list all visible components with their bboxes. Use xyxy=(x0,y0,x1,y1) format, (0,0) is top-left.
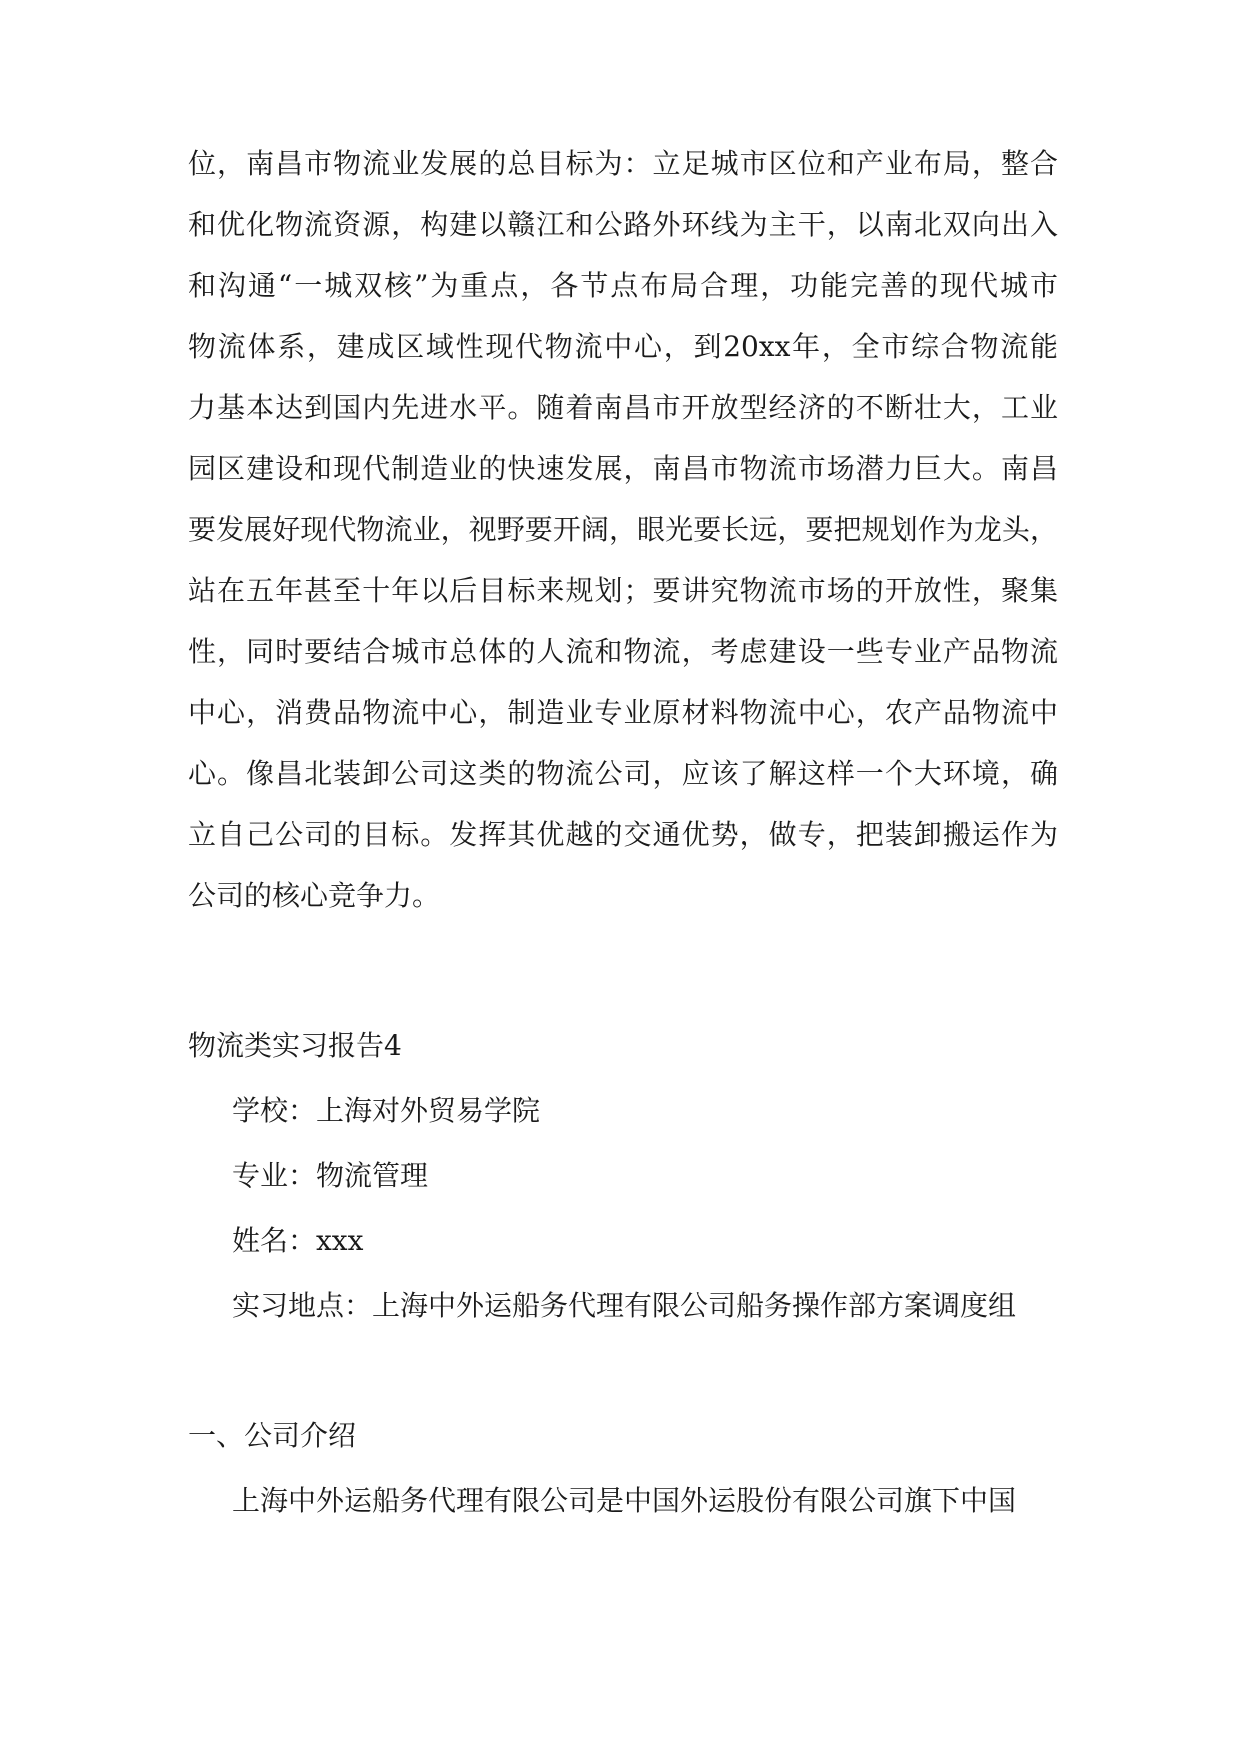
paragraph-line: 公司的核心竞争力。 xyxy=(188,879,441,912)
section-paragraph-line: 上海中外运船务代理有限公司是中国外运股份有限公司旗下中国 xyxy=(232,1484,1017,1517)
paragraph-line: 心。像昌北装卸公司这类的物流公司，应该了解这样一个大环境，确 xyxy=(188,757,1058,790)
paragraph-line: 和优化物流资源，构建以赣江和公路外环线为主干，以南北双向出入 xyxy=(188,208,1058,241)
internship-location-field: 实习地点：上海中外运船务代理有限公司船务操作部方案调度组 xyxy=(232,1289,1017,1322)
name-field: 姓名：xxx xyxy=(232,1224,364,1257)
major-field: 专业：物流管理 xyxy=(232,1159,429,1192)
paragraph-line: 中心，消费品物流中心，制造业专业原材料物流中心，农产品物流中 xyxy=(188,696,1058,729)
report-title: 物流类实习报告4 xyxy=(188,1029,402,1062)
paragraph-line: 站在五年甚至十年以后目标来规划；要讲究物流市场的开放性，聚集 xyxy=(188,574,1058,607)
paragraph-line: 和沟通“一城双核”为重点，各节点布局合理，功能完善的现代城市 xyxy=(188,269,1058,302)
paragraph-line: 立自己公司的目标。发挥其优越的交通优势，做专，把装卸搬运作为 xyxy=(188,818,1058,851)
paragraph-line: 物流体系，建成区域性现代物流中心，到20xx年，全市综合物流能 xyxy=(188,330,1058,363)
paragraph-line: 要发展好现代物流业，视野要开阔，眼光要长远，要把规划作为龙头， xyxy=(188,513,1058,546)
paragraph-line: 位，南昌市物流业发展的总目标为：立足城市区位和产业布局，整合 xyxy=(188,147,1058,180)
school-field: 学校：上海对外贸易学院 xyxy=(232,1094,541,1127)
paragraph-line: 园区建设和现代制造业的快速发展，南昌市物流市场潜力巨大。南昌 xyxy=(188,452,1058,485)
section-heading: 一、公司介绍 xyxy=(188,1419,357,1452)
paragraph-line: 力基本达到国内先进水平。随着南昌市开放型经济的不断壮大，工业 xyxy=(188,391,1058,424)
paragraph-line: 性，同时要结合城市总体的人流和物流，考虑建设一些专业产品物流 xyxy=(188,635,1058,668)
